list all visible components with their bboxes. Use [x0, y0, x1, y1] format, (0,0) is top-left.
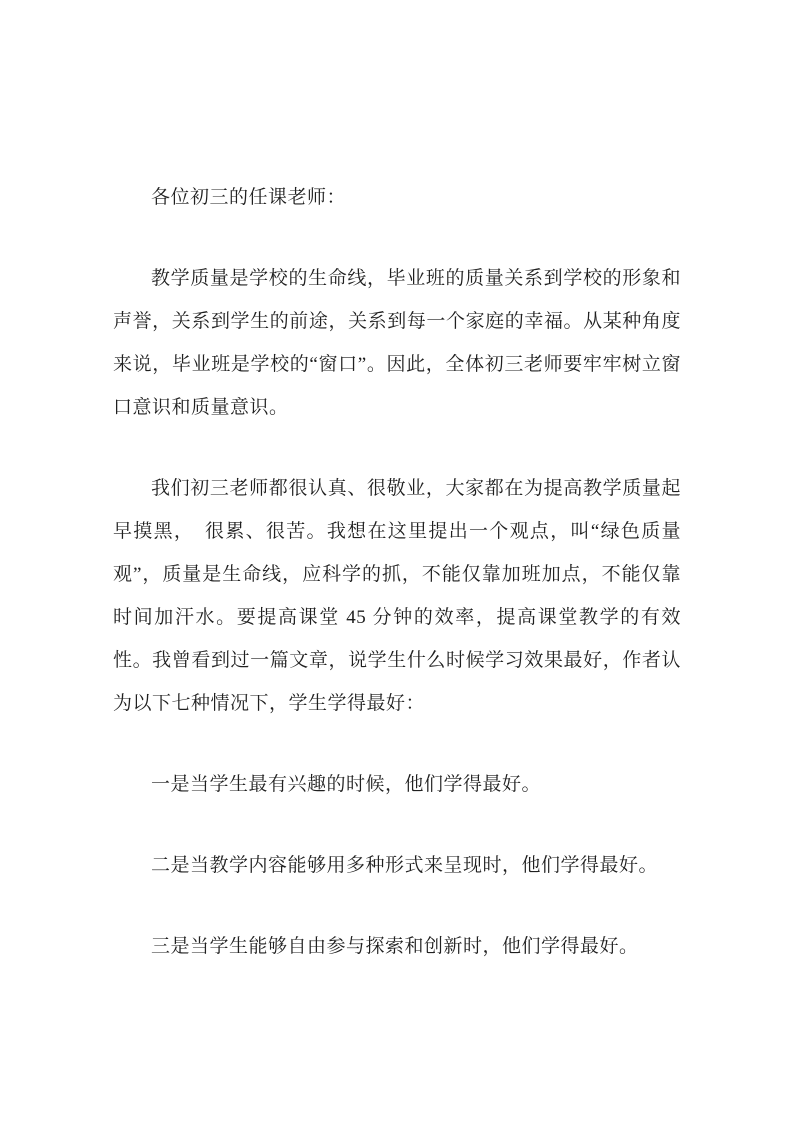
paragraph-green-quality-view: 我们初三老师都很认真、很敬业，大家都在为提高教学质量起早摸黑， 很累、很苦。我想在这里提出一个观点，叫“绿色质量观”，质量是生命线，应科学的抓，不能仅靠加班加点，不能仅靠时间加汗水。要提高课堂 45 分钟的效率，提高课堂教学的有效性。我曾看到过一篇文章，说学生什么时候学习效果最好，作者认为以下七种情况下，学生学得最好： [113, 478, 681, 714]
paragraph-point-one: 一是当学生最有兴趣的时候，他们学得最好。 [151, 774, 542, 795]
salutation-line: 各位初三的任课老师： [151, 187, 347, 208]
document-text-block [113, 176, 681, 968]
paragraph-quality-lifeline: 教学质量是学校的生命线，毕业班的质量关系到学校的形象和声誉，关系到学生的前途，关系到每一个家庭的幸福。从某种角度来说，毕业班是学校的“窗口”。因此，全体初三老师要牢牢树立窗口意识和质量意识。 [113, 268, 681, 418]
paragraph-point-two: 二是当教学内容能够用多种形式来呈现时，他们学得最好。 [151, 855, 659, 876]
paragraph-point-three: 三是当学生能够自由参与探索和创新时，他们学得最好。 [151, 936, 639, 957]
